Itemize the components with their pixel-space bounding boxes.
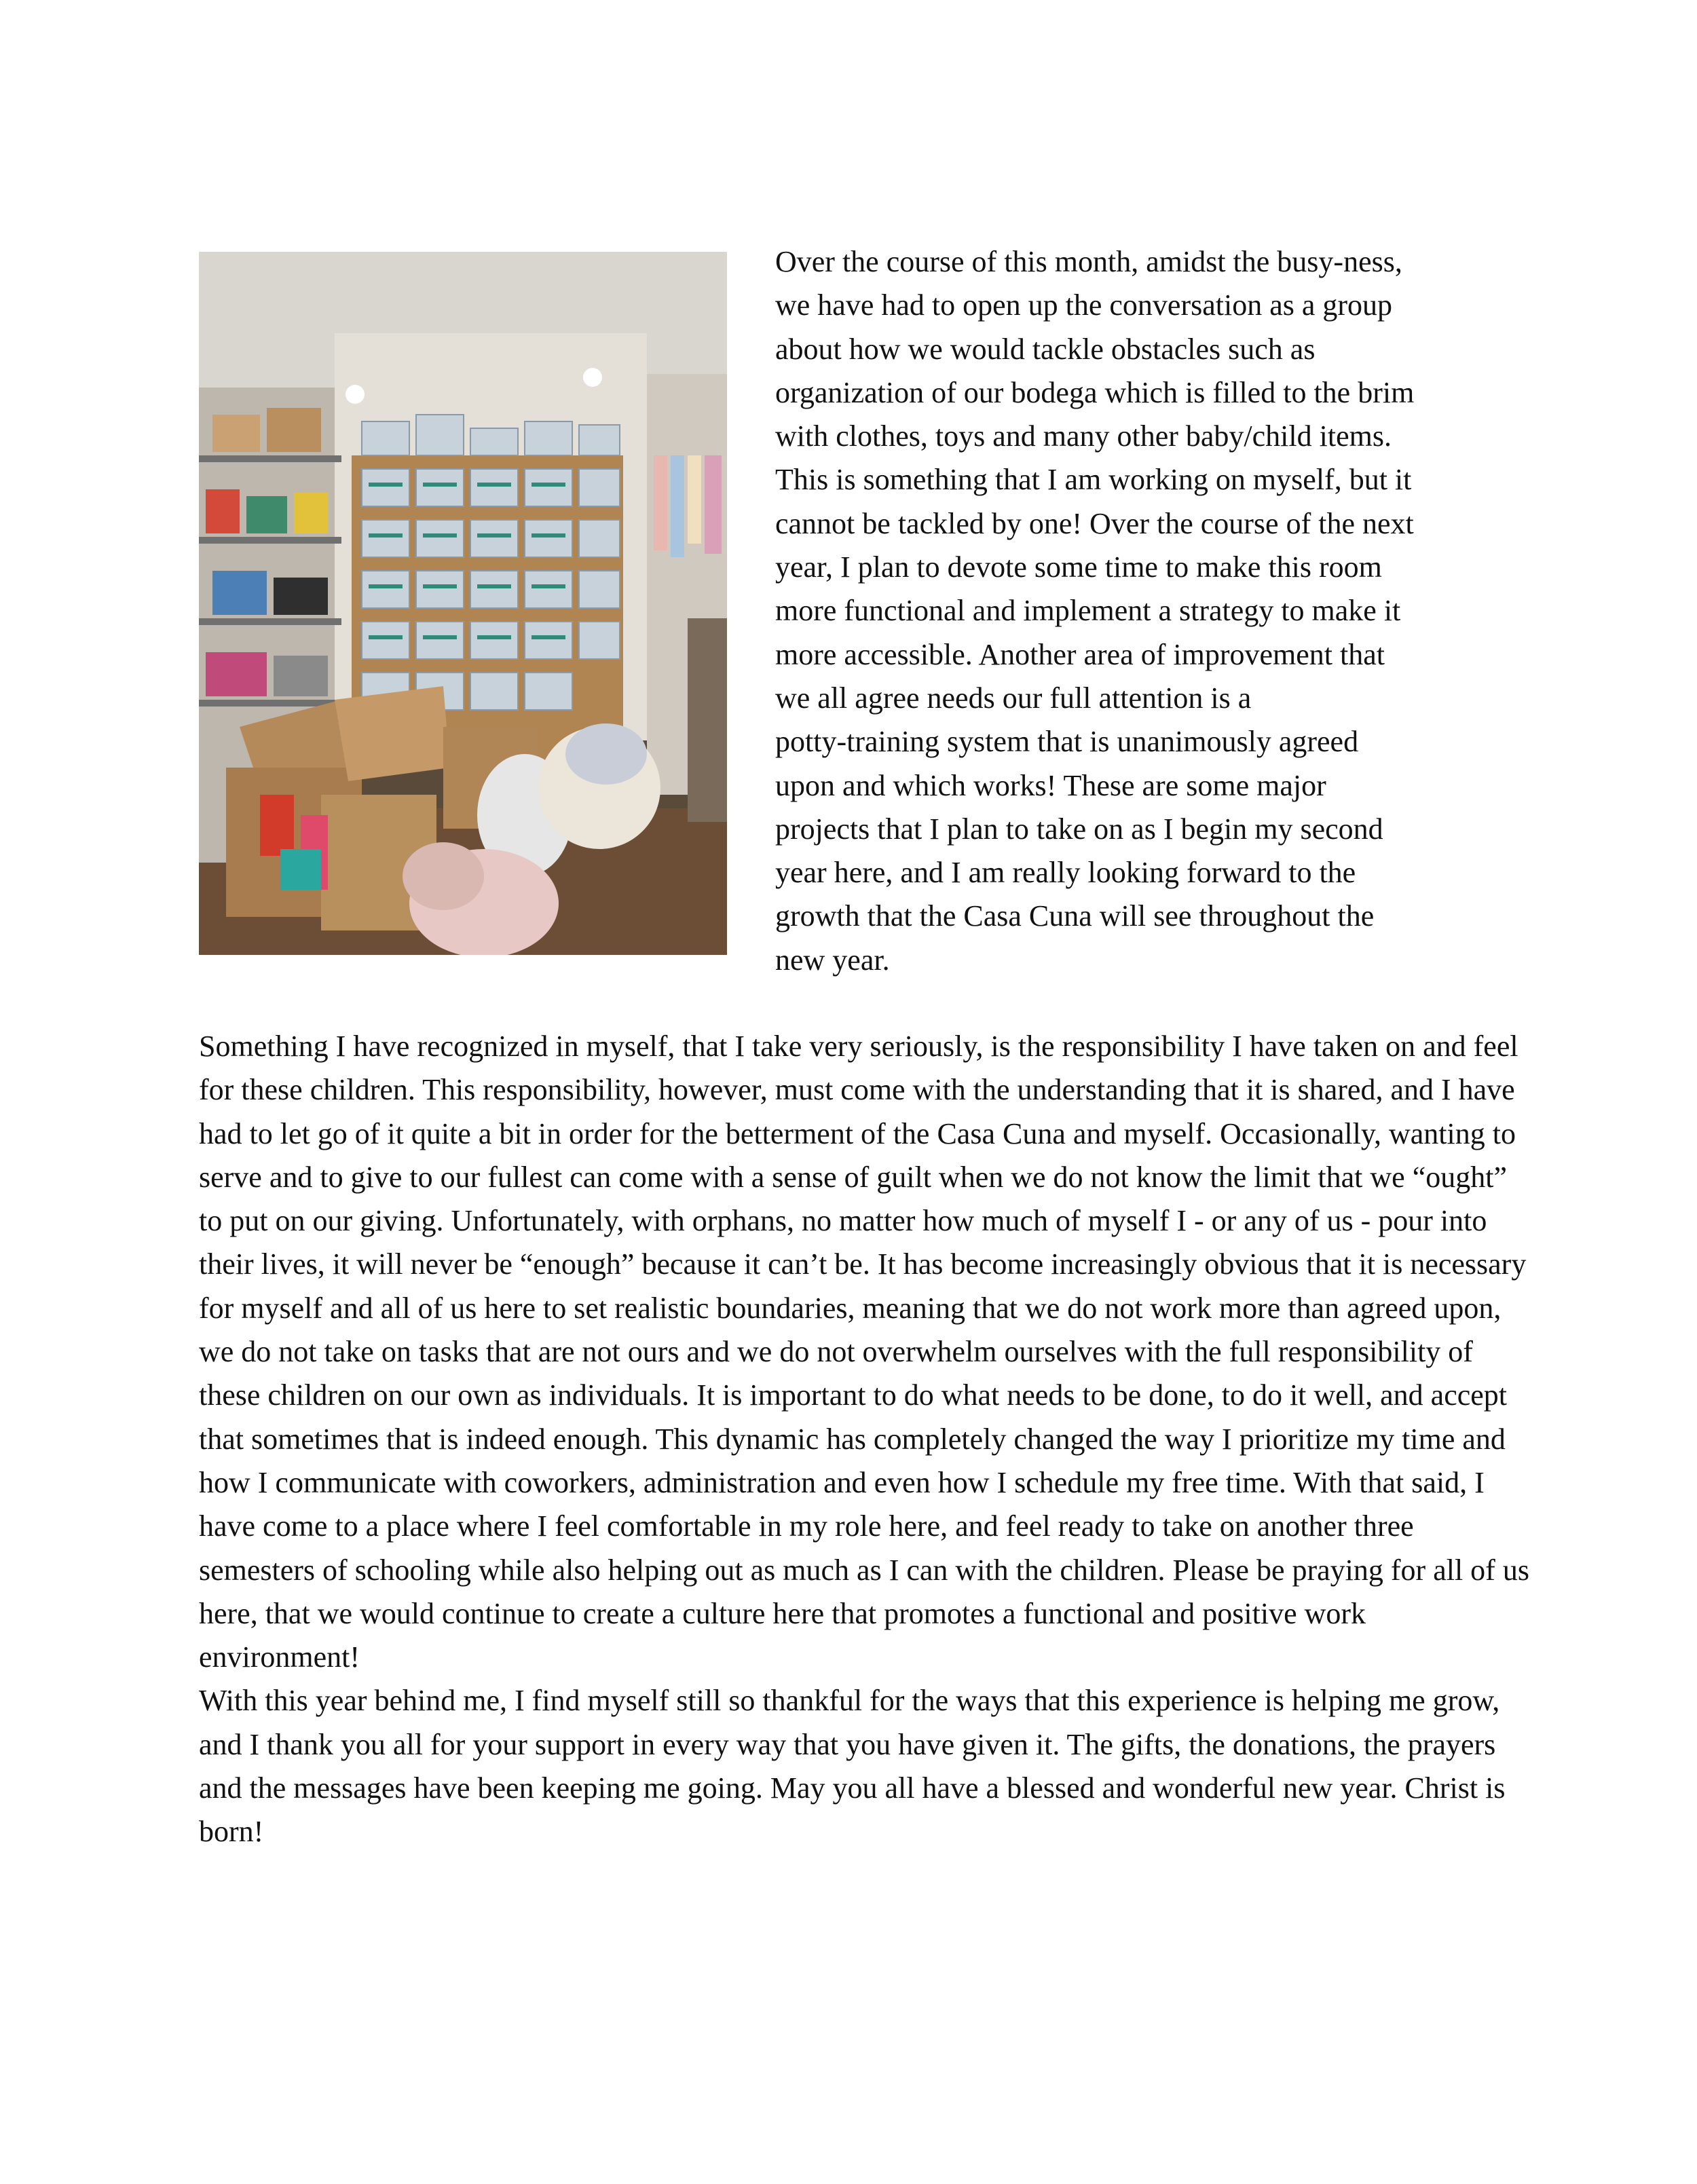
main-text-body (199, 1025, 1529, 1854)
storage-room-photo (199, 252, 727, 955)
paragraph-closing: With this year behind me, I find myself still so thankful for the ways that this experience is helping me grow, and I thank you all for your support in every way that you have given it. The gifts, the donations, the prayers and the messages have been keeping me going. May you all have a blessed and wonderful new year. Christ is born! (199, 1684, 1506, 1849)
side-paragraph: Over the course of this month, amidst the busy-ness, we have had to open up the conversation as a group about how we would tackle obstacles such as organization of our bodega which is filled to the brim with clothes, toys and many other baby/child items. This is something that I am working on myself, but it cannot be tackled by one! Over the course of the next year, I plan to devote some time to make this room more functional and implement a strategy to make it more accessible. Another area of improvement that we all agree needs our full attention is a potty-training system that is unanimously agreed upon and which works! These are some major projects that I plan to take on as I begin my second year here, and I am really looking forward to the growth that the Casa Cuna will see throughout the new year. (775, 245, 1415, 977)
storage-room-illustration (199, 252, 727, 955)
paragraph-responsibility: Something I have recognized in myself, that I take very seriously, is the responsibility I have taken on and feel for these children. This responsibility, however, must come with the understanding that it is shared, and I have had to let go of it quite a bit in order for the betterment of the Casa Cuna and myself. Occasionally, wanting to serve and to give to our fullest can come with a sense of guilt when we do not know the limit that we “ought” to put on our giving. Unfortunately, with orphans, no matter how much of myself I - or any of us - pour into their lives, it will never be “enough” because it can’t be. It has become increasingly obvious that it is necessary for myself and all of us here to set realistic boundaries, meaning that we do not work more than agreed upon, we do not take on tasks that are not ours and we do not overwhelm ourselves with the full responsibility of these children on our own as individuals. It is important to do what needs to be done, to do it well, and accept that sometimes that is indeed enough. This dynamic has completely changed the way I prioritize my time and how I communicate with coworkers, administration and even how I schedule my free time. With that said, I have come to a place where I feel comfortable in my role here, and feel ready to take on another three semesters of schooling while also helping out as much as I can with the children. Please be praying for all of us here, that we would continue to create a culture here that promotes a functional and positive work environment! (199, 1030, 1529, 1674)
